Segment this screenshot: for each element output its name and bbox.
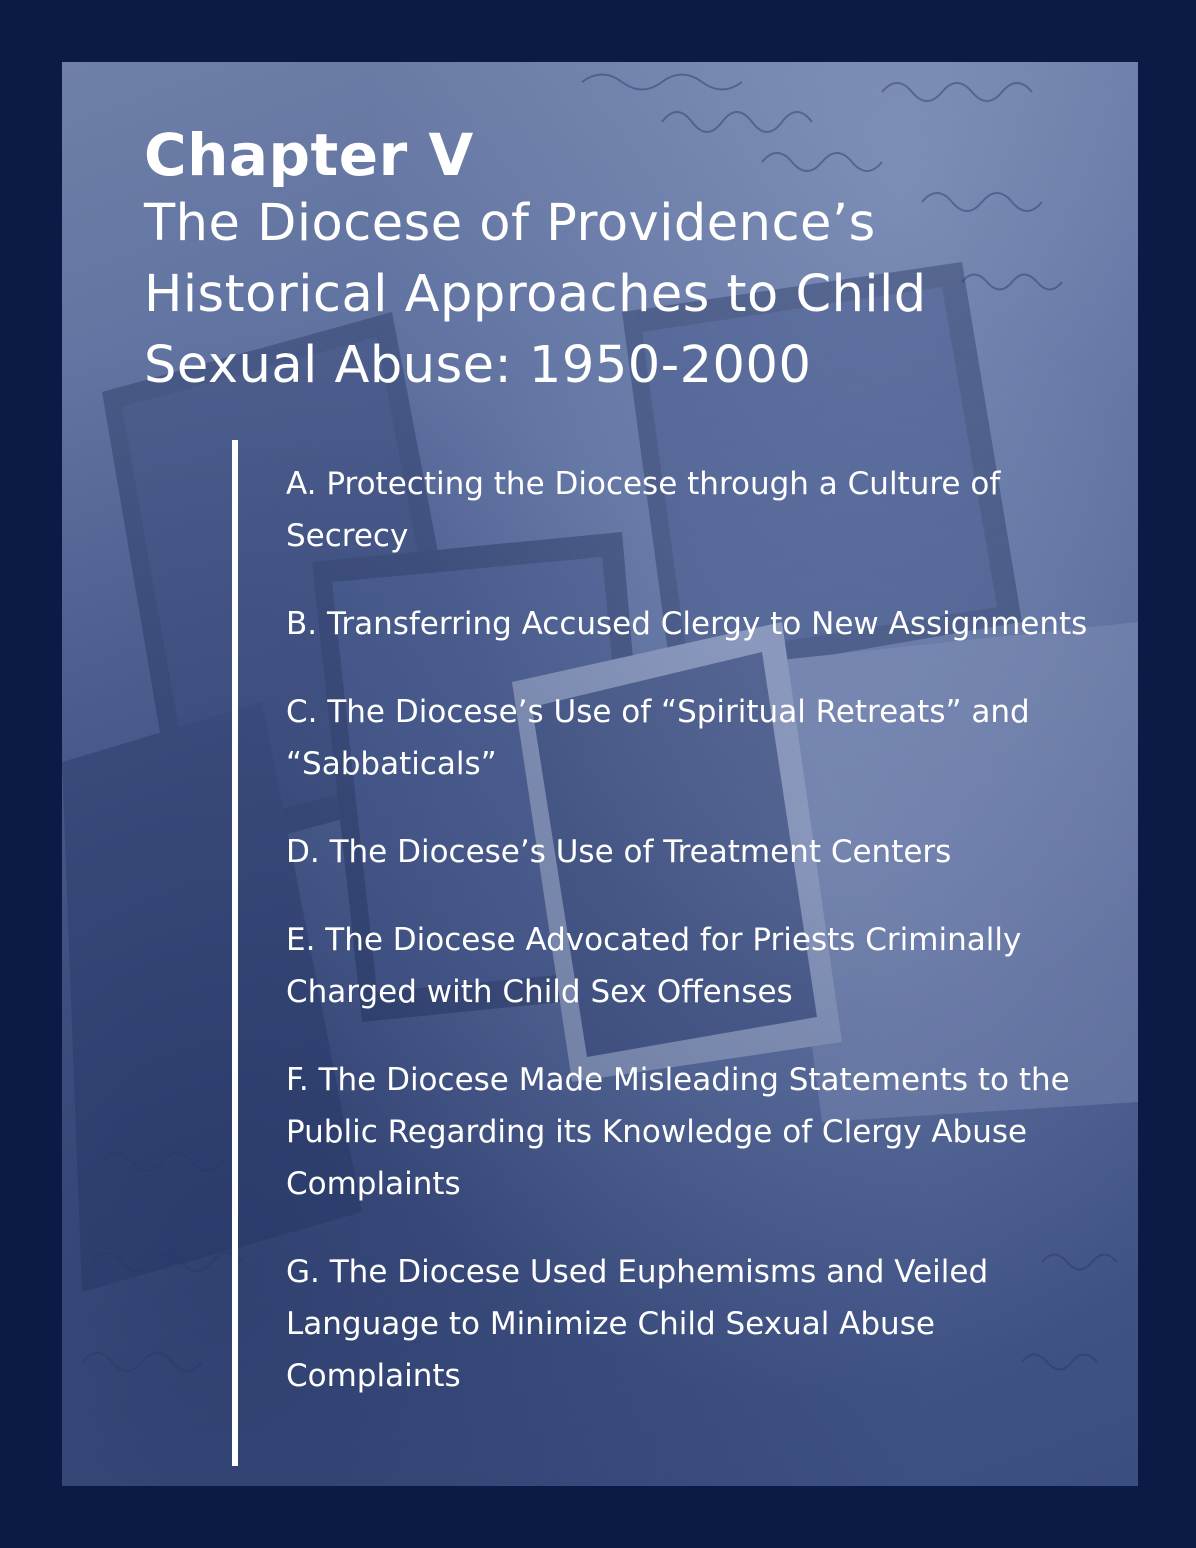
- section-item-c: C. The Diocese’s Use of “Spiritual Retreats” and “Sabbaticals”: [286, 694, 1030, 782]
- section-item-b: B. Transferring Accused Clergy to New Assignments: [286, 606, 1088, 642]
- section-item-f: F. The Diocese Made Misleading Statements to the Public Regarding its Knowledge of Clergy Abuse Complaints: [286, 1062, 1070, 1202]
- section-item-e: E. The Diocese Advocated for Priests Criminally Charged with Child Sex Offenses: [286, 922, 1022, 1010]
- background-panel: [62, 62, 1138, 1486]
- section-item-a: A. Protecting the Diocese through a Culture of Secrecy: [286, 466, 1001, 554]
- chapter-title: Chapter V: [144, 121, 474, 189]
- section-list: [286, 458, 1116, 1402]
- title-block: [144, 122, 1104, 401]
- vertical-divider: [232, 440, 238, 1466]
- section-item-d: D. The Diocese’s Use of Treatment Centers: [286, 834, 952, 870]
- section-item-g: G. The Diocese Used Euphemisms and Veiled Language to Minimize Child Sexual Abuse Complaints: [286, 1254, 989, 1394]
- chapter-subtitle: The Diocese of Providence’s Historical Approaches to Child Sexual Abuse: 1950-2000: [144, 194, 927, 395]
